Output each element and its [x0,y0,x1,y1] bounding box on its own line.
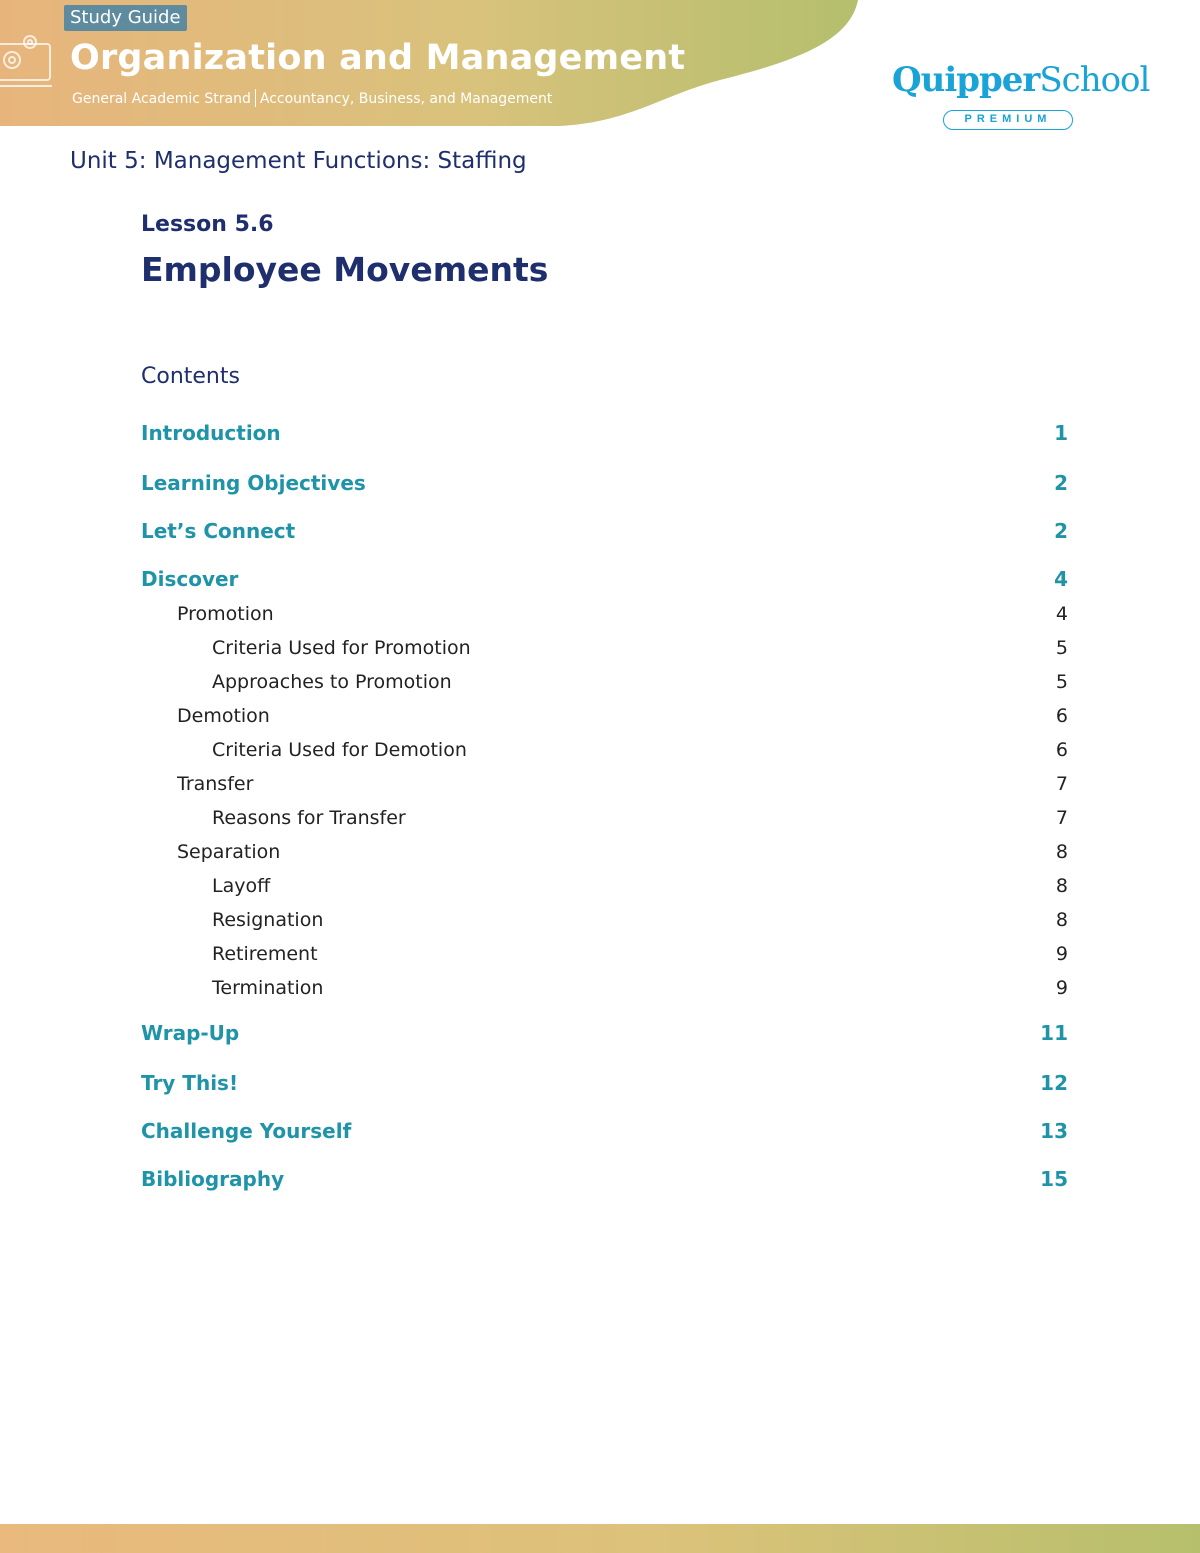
toc-entry-label: Reasons for Transfer [212,807,406,829]
toc-entry-label: Layoff [212,875,271,897]
toc-entry[interactable] [141,939,1068,969]
toc-entry-label: Wrap-Up [141,1021,240,1045]
toc-entry-page: 6 [1055,705,1068,727]
toc-entry-label: Criteria Used for Promotion [212,637,471,659]
toc-entry[interactable] [141,667,1068,697]
toc-entry[interactable] [141,1116,1068,1146]
toc-entry[interactable] [141,701,1068,731]
toc-entry[interactable] [141,1018,1068,1048]
lesson-title: Employee Movements [141,250,549,289]
toc-entry-label: Try This! [141,1071,239,1095]
logo-wordmark: QuipperSchool [892,60,1150,100]
toc-entry-page: 12 [1040,1071,1068,1095]
toc-entry[interactable] [141,905,1068,935]
toc-entry[interactable] [141,837,1068,867]
toc-entry-page: 15 [1040,1167,1068,1191]
toc-entry-label: Approaches to Promotion [212,671,452,693]
toc-entry-page: 2 [1054,519,1068,543]
toc-entry-label: Discover [141,567,239,591]
toc-entry-label: Promotion [177,603,274,625]
lesson-label: Lesson 5.6 [141,212,274,237]
toc-entry[interactable] [141,735,1068,765]
gear-laptop-icon [0,30,54,96]
toc-entry-label: Termination [212,977,324,999]
toc-entry-page: 2 [1054,471,1068,495]
toc-entry-page: 7 [1055,773,1068,795]
toc-entry-page: 4 [1054,567,1068,591]
track-label: Accountancy, Business, and Management [259,91,553,107]
toc-entry-page: 8 [1055,909,1068,931]
toc-entry-label: Separation [177,841,281,863]
toc-entry[interactable] [141,418,1068,448]
toc-entry[interactable] [141,871,1068,901]
quipper-school-logo [892,58,1150,134]
toc-entry-label: Learning Objectives [141,471,366,495]
toc-entry-label: Demotion [177,705,270,727]
toc-entry[interactable] [141,1068,1068,1098]
toc-entry[interactable] [141,516,1068,546]
course-title: Organization and Management [70,38,686,78]
contents-heading: Contents [141,364,240,389]
toc-entry-page: 9 [1055,943,1068,965]
toc-entry-label: Resignation [212,909,324,931]
toc-entry[interactable] [141,769,1068,799]
unit-title: Unit 5: Management Functions: Staffing [70,148,527,174]
subtitle-divider [255,89,256,107]
toc-entry-page: 5 [1055,637,1068,659]
toc-entry-label: Retirement [212,943,318,965]
toc-entry-page: 9 [1055,977,1068,999]
toc-entry-page: 1 [1054,421,1068,445]
toc-entry[interactable] [141,803,1068,833]
toc-entry-page: 5 [1055,671,1068,693]
toc-entry-page: 11 [1040,1021,1068,1045]
toc-entry-label: Let’s Connect [141,519,296,543]
toc-entry-label: Challenge Yourself [141,1119,352,1143]
footer-bar [0,1524,1200,1553]
toc-entry[interactable] [141,633,1068,663]
strand-label: General Academic Strand [72,91,251,107]
toc-entry-page: 13 [1040,1119,1068,1143]
premium-tag: PREMIUM [943,110,1073,130]
toc-entry[interactable] [141,973,1068,1003]
toc-entry-label: Criteria Used for Demotion [212,739,467,761]
toc-entry[interactable] [141,599,1068,629]
toc-entry-label: Bibliography [141,1167,285,1191]
course-subtitle [72,89,552,107]
toc-entry[interactable] [141,1164,1068,1194]
toc-entry-page: 8 [1055,841,1068,863]
toc-entry[interactable] [141,564,1068,594]
toc-entry-page: 4 [1055,603,1068,625]
toc-entry-page: 8 [1055,875,1068,897]
toc-entry-page: 7 [1055,807,1068,829]
study-guide-badge: Study Guide [64,5,187,31]
toc-entry[interactable] [141,468,1068,498]
toc-entry-label: Introduction [141,421,281,445]
toc-entry-page: 6 [1055,739,1068,761]
toc-entry-label: Transfer [177,773,254,795]
